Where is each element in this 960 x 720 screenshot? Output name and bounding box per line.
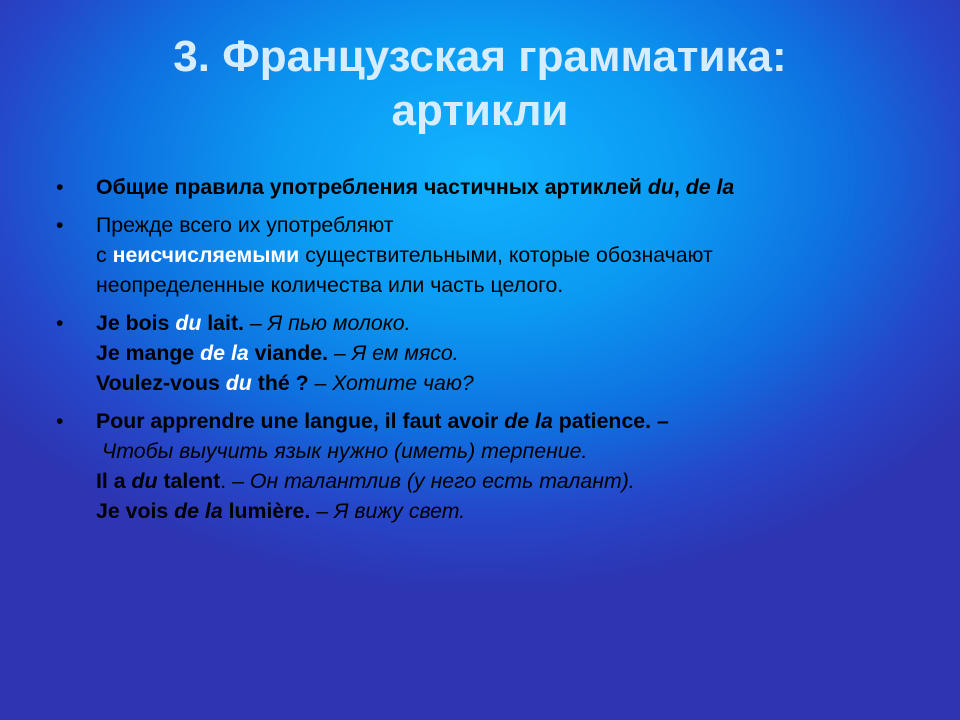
bullet-list xyxy=(54,172,914,534)
bullet-marker: • xyxy=(56,175,64,199)
example-voulez: Voulez-vous du thé ? – Хотите чаю? xyxy=(96,371,474,395)
slide-title-line-2: артикли xyxy=(391,86,569,135)
uncountable-highlight: неисчисляемыми xyxy=(112,243,300,267)
article-du: du xyxy=(175,311,202,335)
slide-title xyxy=(40,30,920,138)
example-talent: Il a du talent. – Он талантлив (у него есть талант). xyxy=(96,469,635,493)
bullet-item-rules xyxy=(54,172,914,202)
example-apprendre-translation xyxy=(96,436,914,466)
article-de-la: de la xyxy=(174,499,223,523)
translation: Я пью молоко. xyxy=(267,311,411,335)
bullet-marker: • xyxy=(56,213,64,237)
example-bois: Je bois du lait. – Я пью молоко. xyxy=(96,311,411,335)
translation: Я вижу свет. xyxy=(333,499,466,523)
article-du: du xyxy=(131,469,158,493)
article-du: du xyxy=(647,175,674,199)
bullet-marker: • xyxy=(56,409,64,433)
article-de-la: de la xyxy=(200,341,249,365)
translation: Он талантлив (у него есть талант). xyxy=(249,469,635,493)
usage-line-2: с неисчисляемыми существительными, которые обозначают xyxy=(96,243,713,267)
slide-title-line-1: 3. Французская грамматика: xyxy=(173,32,787,81)
example-vois: Je vois de la lumière. – Я вижу свет. xyxy=(96,499,466,523)
translation: Чтобы выучить язык нужно (иметь) терпение. xyxy=(101,439,588,463)
bullet-item-examples-1 xyxy=(54,308,914,398)
bullet-item-examples-2 xyxy=(54,406,914,526)
translation: Хотите чаю? xyxy=(332,371,474,395)
article-du: du xyxy=(225,371,252,395)
usage-line-3: неопределенные количества или часть целого. xyxy=(96,273,564,297)
translation: Я ем мясо. xyxy=(351,341,459,365)
bullet-item-usage xyxy=(54,210,914,300)
article-de-la: de la xyxy=(504,409,553,433)
usage-line-1: Прежде всего их употребляют xyxy=(96,213,394,237)
example-mange: Je mange de la viande. – Я ем мясо. xyxy=(96,341,459,365)
example-apprendre: Pour apprendre une langue, il faut avoir de la patience. – xyxy=(96,409,669,433)
article-de-la: de la xyxy=(685,175,735,199)
rules-heading: Общие правила употребления частичных артиклей du, de la xyxy=(96,175,735,199)
bullet-marker: • xyxy=(56,311,64,335)
